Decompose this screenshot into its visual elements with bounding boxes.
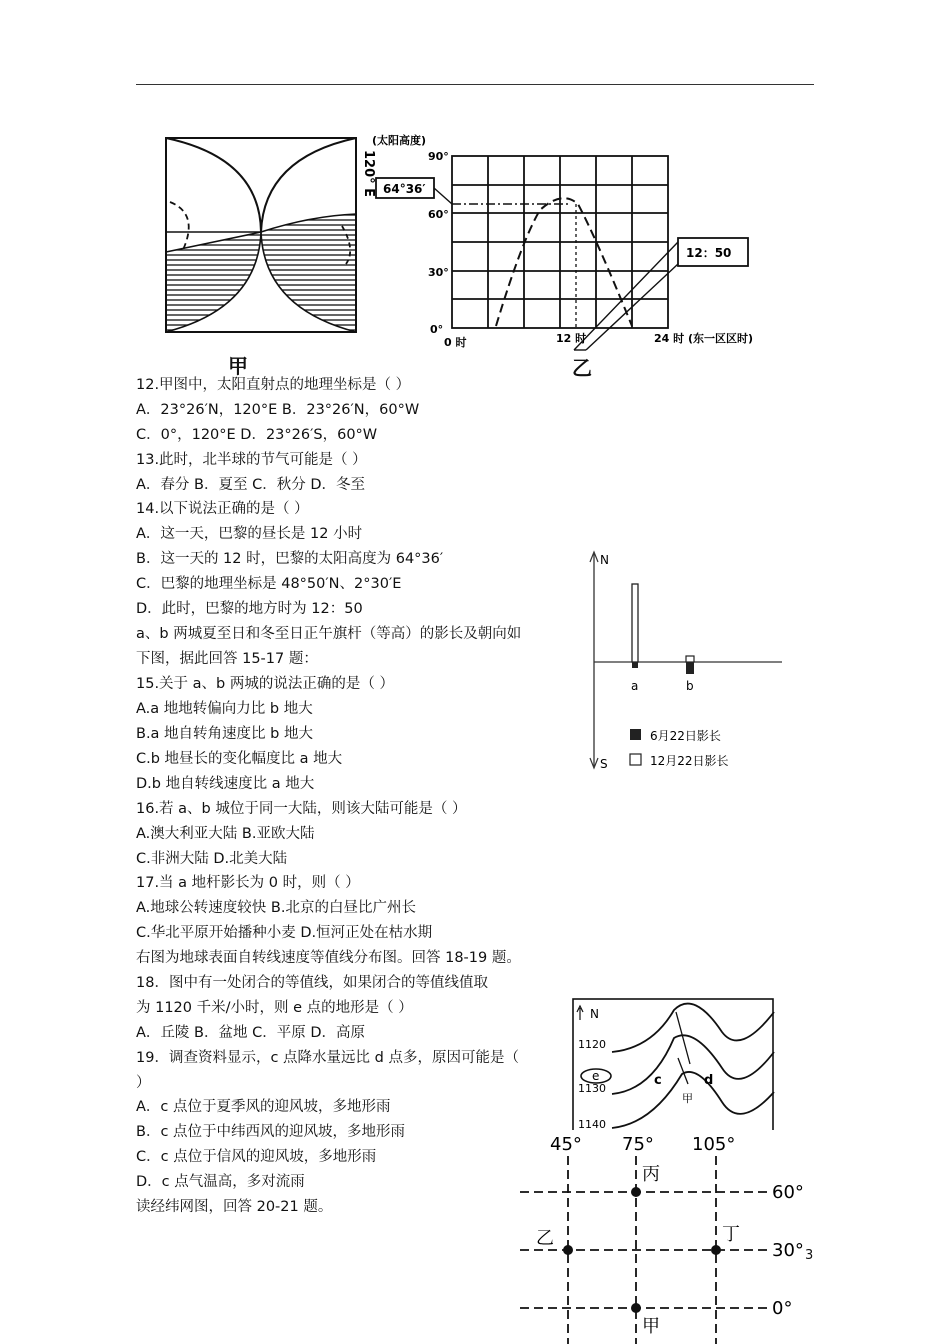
point-d: d xyxy=(704,1073,714,1088)
text-line: A.地球公转速度较快 B.北京的白昼比广州长 xyxy=(136,900,416,916)
text-line: 19．调查资料显示，c 点降水量远比 d 点多，原因可能是（ xyxy=(136,1050,519,1066)
text-line: C．c 点位于信风的迎风坡，多地形雨 xyxy=(136,1149,377,1165)
y-axis-title: (太阳高度) xyxy=(372,134,427,147)
text-line: C.b 地昼长的变化幅度比 a 地大 xyxy=(136,751,343,767)
text-line: C．0°，120°E D．23°26′S，60°W xyxy=(136,427,378,443)
point-jia-grid: 甲 xyxy=(642,1316,660,1337)
shadow-figure xyxy=(578,548,788,776)
point-e: e xyxy=(592,1069,600,1083)
city-a-label: a xyxy=(631,679,639,693)
text-line: 右图为地球表面自转线速度等值线分布图。回答 18-19 题。 xyxy=(136,950,521,966)
text-line: B．c 点位于中纬西风的迎风坡，多地形雨 xyxy=(136,1124,406,1140)
contour-north: N xyxy=(590,1007,599,1021)
y-tick-60: 60° xyxy=(428,208,449,221)
altitude-annotation: 64°36′ xyxy=(383,182,426,196)
y-tick-90: 90° xyxy=(428,150,449,163)
text-line: B．这一天的 12 时，巴黎的太阳高度为 64°36′ xyxy=(136,551,444,567)
figure-yi xyxy=(372,130,802,355)
text-line: 为 1120 千米/小时，则 e 点的地形是（ ） xyxy=(136,1000,413,1016)
contour-label-1130: 1130 xyxy=(578,1082,606,1095)
text-line: A.a 地地转偏向力比 b 地大 xyxy=(136,701,313,717)
x-tick-24: 24 时 (东一区区时) xyxy=(654,332,754,345)
lon-45: 45° xyxy=(550,1134,582,1155)
legend-summer-swatch xyxy=(630,729,641,740)
text-line: 13.此时，北半球的节气可能是（ ） xyxy=(136,452,367,468)
text-line: C.华北平原开始播种小麦 D.恒河正处在枯水期 xyxy=(136,925,433,941)
y-tick-0: 0° xyxy=(430,323,444,336)
point-jia: 甲 xyxy=(682,1092,693,1105)
text-line: D．此时，巴黎的地方时为 12：50 xyxy=(136,601,363,617)
lon-75: 75° xyxy=(622,1134,654,1155)
point-bing: 丙 xyxy=(642,1164,660,1185)
city-b-label: b xyxy=(686,679,694,693)
contour-label-1140: 1140 xyxy=(578,1118,606,1130)
text-line: 17.当 a 地杆影长为 0 时，则（ ） xyxy=(136,875,360,891)
legend-summer: 6月22日影长 xyxy=(650,729,721,743)
time-annotation: 12：50 xyxy=(686,246,732,260)
text-line: B.a 地自转角速度比 b 地大 xyxy=(136,726,313,742)
text-line: A.澳大利亚大陆 B.亚欧大陆 xyxy=(136,826,315,842)
text-line: D.b 地自转线速度比 a 地大 xyxy=(136,776,315,792)
lat-60: 60° xyxy=(772,1182,804,1203)
lat-0: 0° xyxy=(772,1298,793,1319)
lon-105: 105° xyxy=(692,1134,736,1155)
text-line: 12.甲图中，太阳直射点的地理坐标是（ ） xyxy=(136,377,411,393)
page-number: 3 xyxy=(805,1248,814,1263)
text-line: 下图，据此回答 15-17 题： xyxy=(136,651,318,667)
text-line: 14.以下说法正确的是（ ） xyxy=(136,501,309,517)
legend-winter: 12月22日影长 xyxy=(650,754,729,768)
contour-figure xyxy=(572,998,776,1130)
text-line: 18．图中有一处闭合的等值线，如果闭合的等值线值取 xyxy=(136,975,488,991)
text-line: a、b 两城夏至日和冬至日正午旗杆（等高）的影长及朝向如 xyxy=(136,626,522,642)
latlong-grid-figure xyxy=(520,1128,820,1344)
text-line: A．这一天，巴黎的昼长是 12 小时 xyxy=(136,526,363,542)
text-line: C．巴黎的地理坐标是 48°50′N、2°30′E xyxy=(136,576,402,592)
text-line: 15.关于 a、b 两城的说法正确的是（ ） xyxy=(136,676,394,692)
text-line: A．c 点位于夏季风的迎风坡，多地形雨 xyxy=(136,1099,391,1115)
north-label: N xyxy=(600,553,609,567)
south-label: S xyxy=(600,757,608,771)
figure-jia xyxy=(160,128,380,358)
figure-jia-label: 甲 xyxy=(228,354,248,378)
text-line: A．丘陵 B．盆地 C．平原 D．高原 xyxy=(136,1025,365,1041)
point-yi: 乙 xyxy=(536,1228,554,1249)
y-tick-30: 30° xyxy=(428,266,449,279)
contour-label-1120: 1120 xyxy=(578,1038,606,1051)
text-line: A．23°26′N，120°E B．23°26′N，60°W xyxy=(136,402,420,418)
x-tick-12: 12 时 xyxy=(556,332,587,345)
legend-winter-swatch xyxy=(630,754,641,765)
text-line: 读经纬网图，回答 20-21 题。 xyxy=(136,1199,333,1215)
x-tick-0: 0 时 xyxy=(444,336,467,349)
text-line: 16.若 a、b 城位于同一大陆，则该大陆可能是（ ） xyxy=(136,801,467,817)
figure-yi-label: 乙 xyxy=(572,356,592,380)
text-line: A．春分 B．夏至 C．秋分 D．冬至 xyxy=(136,477,365,493)
text-line: D．c 点气温高，多对流雨 xyxy=(136,1174,305,1190)
lat-30: 30° xyxy=(772,1240,804,1261)
header-rule xyxy=(136,84,814,85)
text-line: ） xyxy=(136,1075,151,1091)
point-ding: 丁 xyxy=(722,1224,740,1245)
meridian-label: 120° E xyxy=(361,150,376,198)
point-c: c xyxy=(654,1073,662,1088)
text-line: C.非洲大陆 D.北美大陆 xyxy=(136,851,288,867)
